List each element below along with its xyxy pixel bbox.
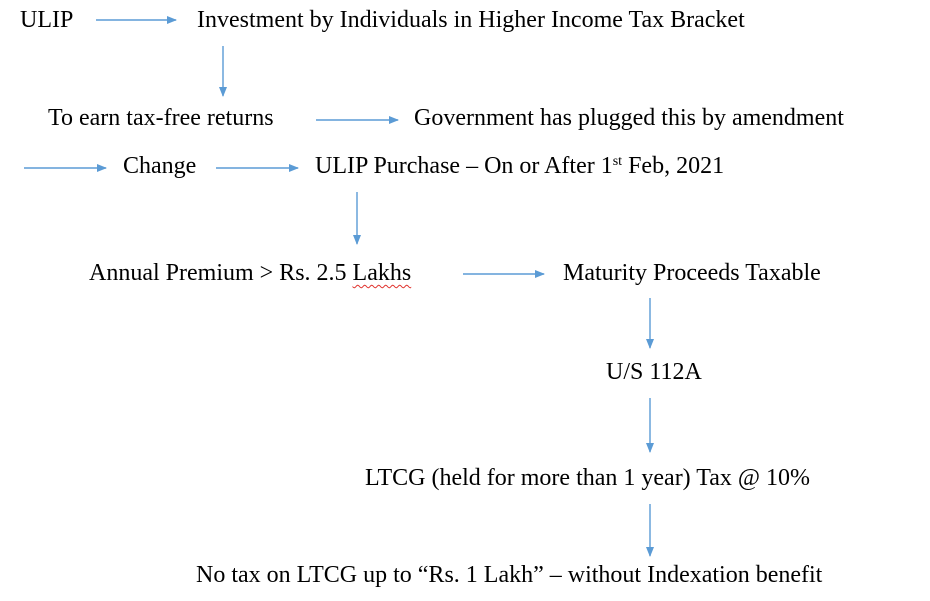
node-maturity-taxable: Maturity Proceeds Taxable	[563, 260, 821, 286]
node-change: Change	[123, 153, 197, 179]
node-section-112a: U/S 112A	[606, 359, 702, 385]
node-tax-free-returns: To earn tax-free returns	[48, 105, 274, 131]
node-ulip: ULIP	[20, 7, 74, 33]
ulip-purchase-suffix: Feb, 2021	[622, 153, 725, 179]
node-ulip-purchase	[315, 152, 724, 180]
node-annual-premium	[89, 259, 411, 287]
annual-premium-prefix: Annual Premium > Rs. 2.5	[89, 260, 353, 286]
node-ltcg-tax: LTCG (held for more than 1 year) Tax @ 10%	[365, 465, 810, 491]
node-government-amendment: Government has plugged this by amendment	[414, 105, 844, 131]
node-no-tax-ltcg: No tax on LTCG up to “Rs. 1 Lakh” – without Indexation benefit	[196, 562, 823, 588]
ulip-purchase-prefix: ULIP Purchase – On or After 1	[315, 153, 613, 179]
ulip-purchase-superscript: st	[612, 154, 623, 169]
annual-premium-lakhs: Lakhs	[352, 260, 412, 286]
node-investment: Investment by Individuals in Higher Income Tax Bracket	[197, 7, 745, 33]
